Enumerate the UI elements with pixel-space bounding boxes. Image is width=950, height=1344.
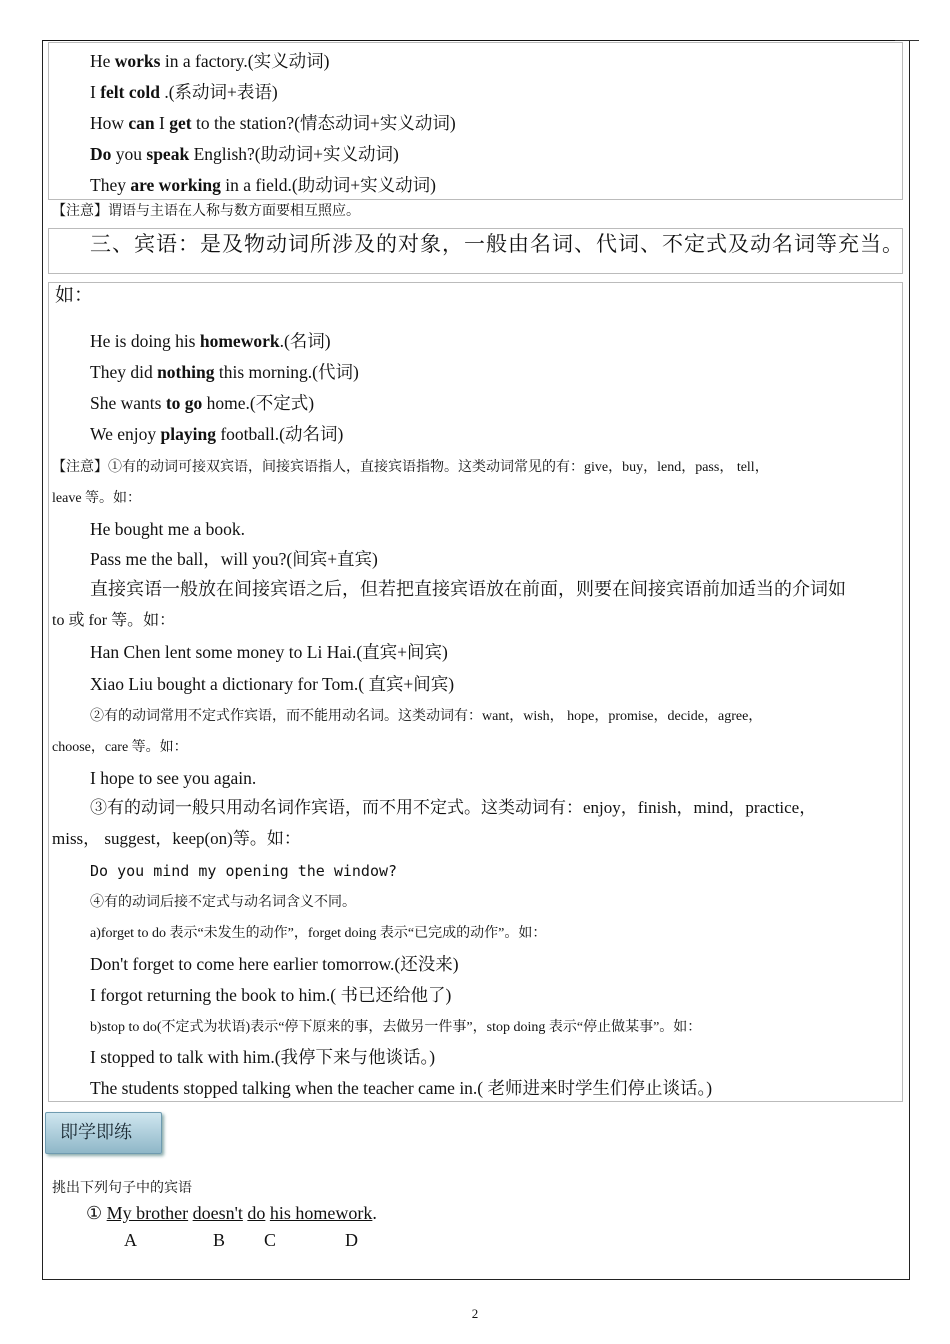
bold-object: playing bbox=[160, 424, 216, 444]
bold-verb: are working bbox=[130, 175, 221, 195]
bold-verb: get bbox=[169, 113, 192, 133]
text: How bbox=[90, 113, 129, 133]
option-label-a: A bbox=[124, 1230, 137, 1250]
bold-verb: Do bbox=[90, 144, 112, 164]
option-label-c: C bbox=[264, 1230, 277, 1250]
note-infinitive: ②有的动词常用不定式作宾语，而不能用动名词。这类动词有：want，wish， hope，promise，decide，agree， bbox=[90, 709, 763, 724]
note-meaning-difference: ④有的动词后接不定式与动名词含义不同。 bbox=[90, 895, 356, 910]
example-line bbox=[90, 50, 329, 72]
example-line: I forgot returning the book to him.( 书已还给他了) bbox=[90, 985, 452, 1005]
note-stop: b)stop to do(不定式为状语)表示“停下原来的事，去做另一件事”，stop doing 表示“停止做某事”。如： bbox=[90, 1020, 702, 1035]
bold-verb: felt cold bbox=[100, 82, 160, 102]
example-line: Pass me the ball，will you?(间宾+直宾) bbox=[90, 549, 378, 569]
example-line: The students stopped talking when the teacher came in.( 老师进来时学生们停止谈话。) bbox=[90, 1078, 713, 1098]
example-line bbox=[90, 174, 436, 196]
header-rule bbox=[895, 40, 919, 41]
example-line: I hope to see you again. bbox=[90, 768, 257, 788]
practice-sentence bbox=[86, 1202, 377, 1224]
example-line bbox=[90, 361, 359, 383]
practice-section-tab: 即学即练 bbox=[45, 1112, 162, 1154]
example-line: He bought me a book. bbox=[90, 519, 246, 539]
text: to the station?(情态动词+实义动词) bbox=[191, 113, 456, 133]
option-label-b: B bbox=[213, 1230, 226, 1250]
paragraph: 直接宾语一般放在间接宾语之后，但若把直接宾语放在前面，则要在间接宾语前加适当的介词如 bbox=[90, 579, 846, 599]
page-number: 2 bbox=[471, 1306, 479, 1321]
text: English?(助动词+实义动词) bbox=[189, 144, 399, 164]
example-line: I stopped to talk with him.(我停下来与他谈话。) bbox=[90, 1047, 436, 1067]
text: you bbox=[111, 144, 147, 164]
bold-object: nothing bbox=[157, 362, 215, 382]
text: this morning.(代词) bbox=[214, 362, 359, 382]
note-gerund: ③有的动词一般只用动名词作宾语，而不用不定式。这类动词有：enjoy，finish，mind，practice， bbox=[90, 798, 817, 817]
example-line: Do you mind my opening the window? bbox=[90, 862, 398, 880]
bold-object: to go bbox=[165, 393, 203, 413]
text: .(名词) bbox=[279, 331, 331, 351]
example-line bbox=[90, 143, 399, 165]
option-label-d: D bbox=[345, 1230, 358, 1250]
example-line: Han Chen lent some money to Li Hai.(直宾+间宾) bbox=[90, 642, 448, 662]
note-gerund-cont: miss， suggest，keep(on)等。如： bbox=[52, 829, 301, 848]
text: I bbox=[90, 82, 101, 102]
example-line bbox=[90, 423, 343, 445]
segment-a: My brother bbox=[106, 1203, 189, 1223]
text: .(系动词+表语) bbox=[159, 82, 278, 102]
bold-verb: works bbox=[114, 51, 161, 71]
text: We enjoy bbox=[90, 424, 161, 444]
text: football.(动名词) bbox=[215, 424, 344, 444]
note-infinitive-cont: choose，care 等。如： bbox=[52, 740, 188, 755]
text: in a factory.(实义动词) bbox=[160, 51, 330, 71]
period: . bbox=[372, 1203, 377, 1223]
bold-verb: speak bbox=[146, 144, 190, 164]
ru-label: 如： bbox=[55, 285, 94, 306]
segment-d: his homework bbox=[269, 1203, 373, 1223]
segment-b: doesn't bbox=[192, 1203, 243, 1223]
example-line: Don't forget to come here earlier tomorrow.(还没来) bbox=[90, 954, 459, 974]
segment-c: do bbox=[247, 1203, 266, 1223]
text: They did bbox=[90, 362, 158, 382]
paragraph-cont: to 或 for 等。如： bbox=[52, 612, 176, 629]
text: I bbox=[154, 113, 170, 133]
example-line bbox=[90, 112, 456, 134]
bold-verb: can bbox=[128, 113, 155, 133]
question-number: ① bbox=[86, 1203, 103, 1223]
note-double-object: 【注意】①有的动词可接双宾语，间接宾语指人，直接宾语指物。这类动词常见的有：give，buy，lend，pass， tell， bbox=[52, 460, 769, 475]
text: He bbox=[90, 51, 115, 71]
example-line bbox=[90, 392, 314, 414]
text: They bbox=[90, 175, 131, 195]
practice-instruction: 挑出下列句子中的宾语 bbox=[52, 1180, 192, 1196]
text: in a field.(助动词+实义动词) bbox=[220, 175, 436, 195]
example-line: Xiao Liu bought a dictionary for Tom.( 直宾+间宾) bbox=[90, 674, 455, 694]
note-subject-agreement: 【注意】谓语与主语在人称与数方面要相互照应。 bbox=[52, 204, 360, 219]
note-forget: a)forget to do 表示“未发生的动作”，forget doing 表示“已完成的动作”。如： bbox=[90, 926, 547, 941]
text: She wants bbox=[90, 393, 166, 413]
example-line bbox=[90, 330, 331, 352]
object-heading: 三、宾语：是及物动词所涉及的对象，一般由名词、代词、不定式及动名词等充当。 bbox=[90, 232, 904, 256]
example-line bbox=[90, 81, 278, 103]
bold-object: homework bbox=[199, 331, 280, 351]
text: home.(不定式) bbox=[202, 393, 315, 413]
text: He is doing his bbox=[90, 331, 200, 351]
note-double-object-cont: leave 等。如： bbox=[52, 491, 142, 506]
